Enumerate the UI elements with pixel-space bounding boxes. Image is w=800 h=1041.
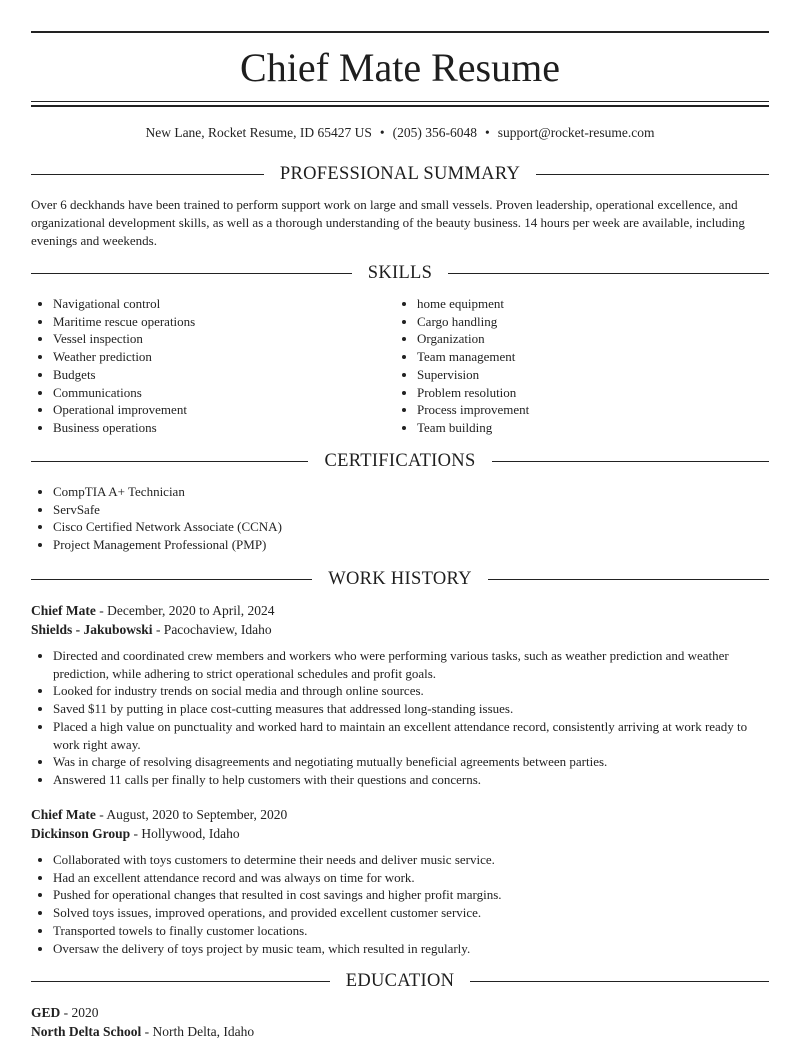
list-item: • Budgets — [53, 366, 393, 384]
top-rule — [31, 31, 769, 33]
list-item: • Cargo handling — [417, 313, 757, 331]
job-bullets — [31, 647, 769, 789]
list-item: • Cisco Certified Network Associate (CCNA) — [53, 518, 769, 536]
section-title: EDUCATION — [345, 970, 455, 991]
list-item: • CompTIA A+ Technician — [53, 483, 769, 501]
heading-rule — [31, 579, 312, 580]
list-item: • Solved toys issues, improved operations, and provided excellent customer service. — [53, 904, 769, 922]
page-title: Chief Mate Resume — [240, 45, 560, 90]
heading-rule — [470, 981, 769, 982]
education-year: - 2020 — [60, 1005, 99, 1020]
job-company-line — [31, 620, 272, 639]
heading-rule — [31, 174, 264, 175]
job-dates: - August, 2020 to September, 2020 — [95, 807, 288, 822]
list-item: • Organization — [417, 330, 757, 348]
education-location: - North Delta, Idaho — [141, 1024, 255, 1039]
list-item: • Process improvement — [417, 401, 757, 419]
heading-rule — [488, 579, 769, 580]
list-item: • Pushed for operational changes that resulted in cost savings and higher profit margins. — [53, 886, 769, 904]
list-item: • Project Management Professional (PMP) — [53, 536, 769, 554]
list-item: • Navigational control — [53, 295, 393, 313]
contact-separator: • — [379, 125, 385, 140]
skills-list-left — [31, 295, 393, 437]
list-item: • Business operations — [53, 419, 393, 437]
section-title: WORK HISTORY — [328, 568, 472, 589]
skills-list-right — [395, 295, 757, 437]
heading-rule — [31, 981, 330, 982]
job-company-line — [31, 824, 240, 843]
section-title: SKILLS — [367, 262, 433, 283]
section-title: PROFESSIONAL SUMMARY — [279, 163, 521, 184]
certifications-list — [31, 483, 769, 554]
job-title-line — [31, 601, 275, 620]
job-title: Chief Mate — [31, 807, 96, 822]
job-company: Dickinson Group — [31, 826, 131, 841]
list-item: • ServSafe — [53, 501, 769, 519]
heading-rule — [492, 461, 769, 462]
education-school-line — [31, 1022, 254, 1041]
certifications-heading — [31, 451, 769, 471]
job-title: Chief Mate — [31, 603, 96, 618]
email: support@rocket-resume.com — [497, 125, 655, 140]
contact-separator: • — [485, 125, 490, 140]
list-item: • Transported towels to finally customer locations. — [53, 922, 769, 940]
summary-heading — [31, 164, 769, 184]
list-item: • Communications — [53, 384, 393, 402]
title-rule-upper — [31, 101, 769, 102]
section-title: CERTIFICATIONS — [324, 450, 476, 471]
work-heading — [31, 569, 769, 589]
list-item: • Vessel inspection — [53, 330, 393, 348]
list-item: • Was in charge of resolving disagreements and negotiating mutually beneficial agreements between parties. — [53, 753, 769, 771]
list-item: • Team building — [417, 419, 757, 437]
list-item: • Placed a high value on punctuality and worked hard to maintain an excellent attendance record, consistently arriving at work ready to work right away. — [53, 718, 769, 753]
list-item: • Team management — [417, 348, 757, 366]
phone: (205) 356-6048 — [392, 125, 478, 140]
address: New Lane, Rocket Resume, ID 65427 US — [145, 125, 372, 140]
job-title-line — [31, 805, 287, 824]
list-item: • Had an excellent attendance record and was always on time for work. — [53, 869, 769, 887]
skills-heading — [31, 263, 769, 283]
list-item: • Oversaw the delivery of toys project by music team, which resulted in regularly. — [53, 940, 769, 958]
heading-rule — [31, 461, 308, 462]
summary-text: Over 6 deckhands have been trained to perform support work on large and small vessels. Proven leadership, operational excellence, and organizational development skills, as well as a thorough understanding of the beauty business. 14 hours per week are available, including evenings and weekends. — [31, 197, 745, 248]
list-item: • Maritime rescue operations — [53, 313, 393, 331]
list-item: • Operational improvement — [53, 401, 393, 419]
list-item: • Supervision — [417, 366, 757, 384]
contact-line — [31, 124, 769, 142]
list-item: • Saved $11 by putting in place cost-cutting measures that addressed long-standing issues. — [53, 700, 769, 718]
education-school: North Delta School — [31, 1024, 142, 1039]
education-heading — [31, 971, 769, 991]
heading-rule — [448, 273, 769, 274]
list-item: • home equipment — [417, 295, 757, 313]
list-item: • Problem resolution — [417, 384, 757, 402]
job-company: Shields - Jakubowski — [31, 622, 153, 637]
heading-rule — [536, 174, 769, 175]
job-location: - Hollywood, Idaho — [130, 826, 240, 841]
list-item: • Answered 11 calls per finally to help customers with their questions and concerns. — [53, 771, 769, 789]
list-item: • Looked for industry trends on social media and through online sources. — [53, 682, 769, 700]
job-bullets — [31, 851, 769, 957]
title-rule-lower — [31, 105, 769, 107]
list-item: • Weather prediction — [53, 348, 393, 366]
job-dates: - December, 2020 to April, 2024 — [95, 603, 275, 618]
education-degree-line — [31, 1003, 99, 1022]
list-item: • Directed and coordinated crew members and workers who were performing various tasks, such as weather prediction and weather prediction, while adhering to strict operational schedules and profit goals. — [53, 647, 769, 682]
list-item: • Collaborated with toys customers to determine their needs and deliver music service. — [53, 851, 769, 869]
education-degree: GED — [31, 1005, 61, 1020]
job-location: - Pacochaview, Idaho — [152, 622, 272, 637]
heading-rule — [31, 273, 352, 274]
